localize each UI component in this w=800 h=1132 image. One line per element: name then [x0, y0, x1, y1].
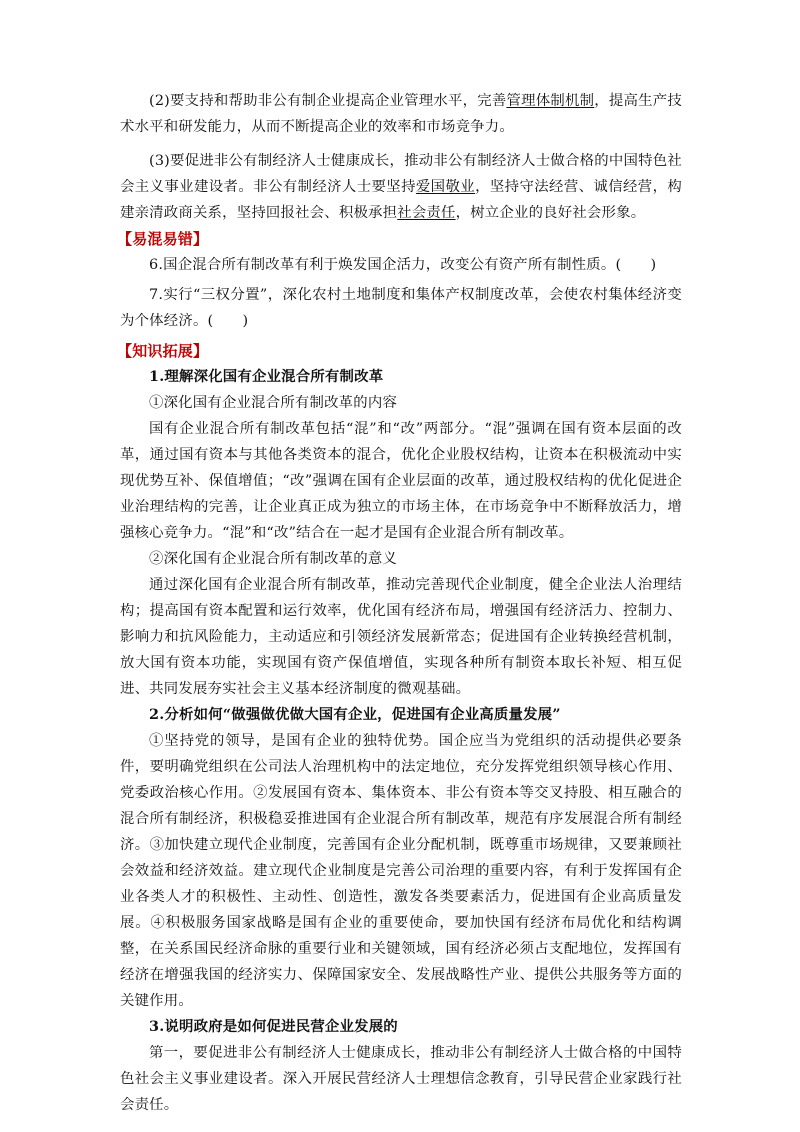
- text-span: (2)要支持和帮助非公有制企业提高企业管理水平，完善: [149, 93, 507, 109]
- section-1-body-content: 国有企业混合所有制改革包括“混”和“改”两部分。“混”强调在国有资本层面的改革，通过国有资本与其他各类资本的混合，优化企业股权结构，让资本在积极流动中实现优势互补、保值增值；“改”强调在国有企业层面的改革，通过股权结构的优化促进企业治理结构的完善，让企业真正成为独立的市场主体，在市场竞争中不断释放活力，增强核心竞争力。“混”和“改”结合在一起才是国有企业混合所有制改革。: [120, 421, 682, 541]
- underlined-term: 管理体制机制: [506, 93, 595, 109]
- section-2-body: ①坚持党的领导，是国有企业的独特优势。国企应当为党组织的活动提供必要条件，要明确党组织在公司法人治理机构中的法定地位，充分发挥党组织领导核心作用、党委政治核心作用。②发展国有资本、集体资本、非公有资本等交叉持股、相互融合的混合所有制经济，积极稳妥推进国有企业混合所有制改革，规范有序发展混合所有制经济。③加快建立现代企业制度，完善国有企业分配机制，既尊重市场规律，又要兼顾社会效益和经济效益。建立现代企业制度是完善公司治理的重要内容，有利于发挥国有企业各类人才的积极性、主动性、创造性，激发各类要素活力，促进国有企业高质量发展。④积极服务国家战略是国有企业的重要使命，要加快国有经济布局优化和结构调整，在关系国民经济命脉的重要行业和关键领域，国有经济必须占支配地位，发挥国有经济在增强我国的经济实力、保障国家安全、发展战略性产业、提供公共服务等方面的关键作用。: [120, 733, 682, 1009]
- paragraph-nonpublic-economy-people: [120, 148, 682, 226]
- section-1-subtitle-content: ①深化国有企业混合所有制改革的内容: [149, 395, 398, 411]
- text-span: ，坚持守法经营、诚信经营，构建亲清政商关系，坚持回报社会、积极承担: [120, 179, 682, 221]
- underlined-term: 社会责任: [397, 205, 456, 221]
- text-span: ，树立企业的良好社会形象。: [455, 205, 646, 221]
- text-span: (3)要促进非公有制经济人士健康成长，推动非公有制经济人士做合格的中国特色社会主义事业建设者。非公有制经济人士要坚持: [120, 153, 682, 195]
- heading-knowledge-expand: 【知识拓展】: [117, 342, 209, 360]
- section-1-body-significance: 通过深化国有企业混合所有制改革，推动完善现代企业制度，健全企业法人治理结构；提高国有资本配置和运行效率，优化国有经济布局，增强国有经济活力、控制力、影响力和抗风险能力，主动适应和引领经济发展新常态；促进国有企业转换经营机制，放大国有资本功能，实现国有资产保值增值，实现各种所有制资本取长补短、相互促进、共同发展夯实社会主义基本经济制度的微观基础。: [120, 577, 682, 697]
- paragraph-enterprise-management: [120, 88, 682, 140]
- section-2-title: 2.分析如何“做强做优做大国有企业，促进国有企业高质量发展”: [149, 706, 561, 723]
- question-7: 7.实行“三权分置”，深化农村土地制度和集体产权制度改革，会使农村集体经济变为个体经济。( ): [120, 287, 682, 329]
- question-6: 6.国企混合所有制改革有利于焕发国企活力，改变公有资产所有制性质。( ): [149, 257, 657, 273]
- text-span: ，提高生产技术水平和研发能力，从而不断提高企业的效率和市场竞争力。: [120, 93, 682, 135]
- section-1-title: 1.理解深化国有企业混合所有制改革: [149, 368, 384, 385]
- section-3-body: 第一，要促进非公有制经济人士健康成长，推动非公有制经济人士做合格的中国特色社会主义事业建设者。深入开展民营经济人士理想信念教育，引导民营企业家践行社会责任。: [120, 1045, 682, 1113]
- heading-easy-confuse: 【易混易错】: [117, 230, 209, 248]
- document-content: [117, 88, 682, 1118]
- section-1-subtitle-significance: ②深化国有企业混合所有制改革的意义: [149, 551, 398, 567]
- section-3-title: 3.说明政府是如何促进民营企业发展的: [149, 1018, 398, 1035]
- underlined-term: 爱国敬业: [415, 179, 476, 195]
